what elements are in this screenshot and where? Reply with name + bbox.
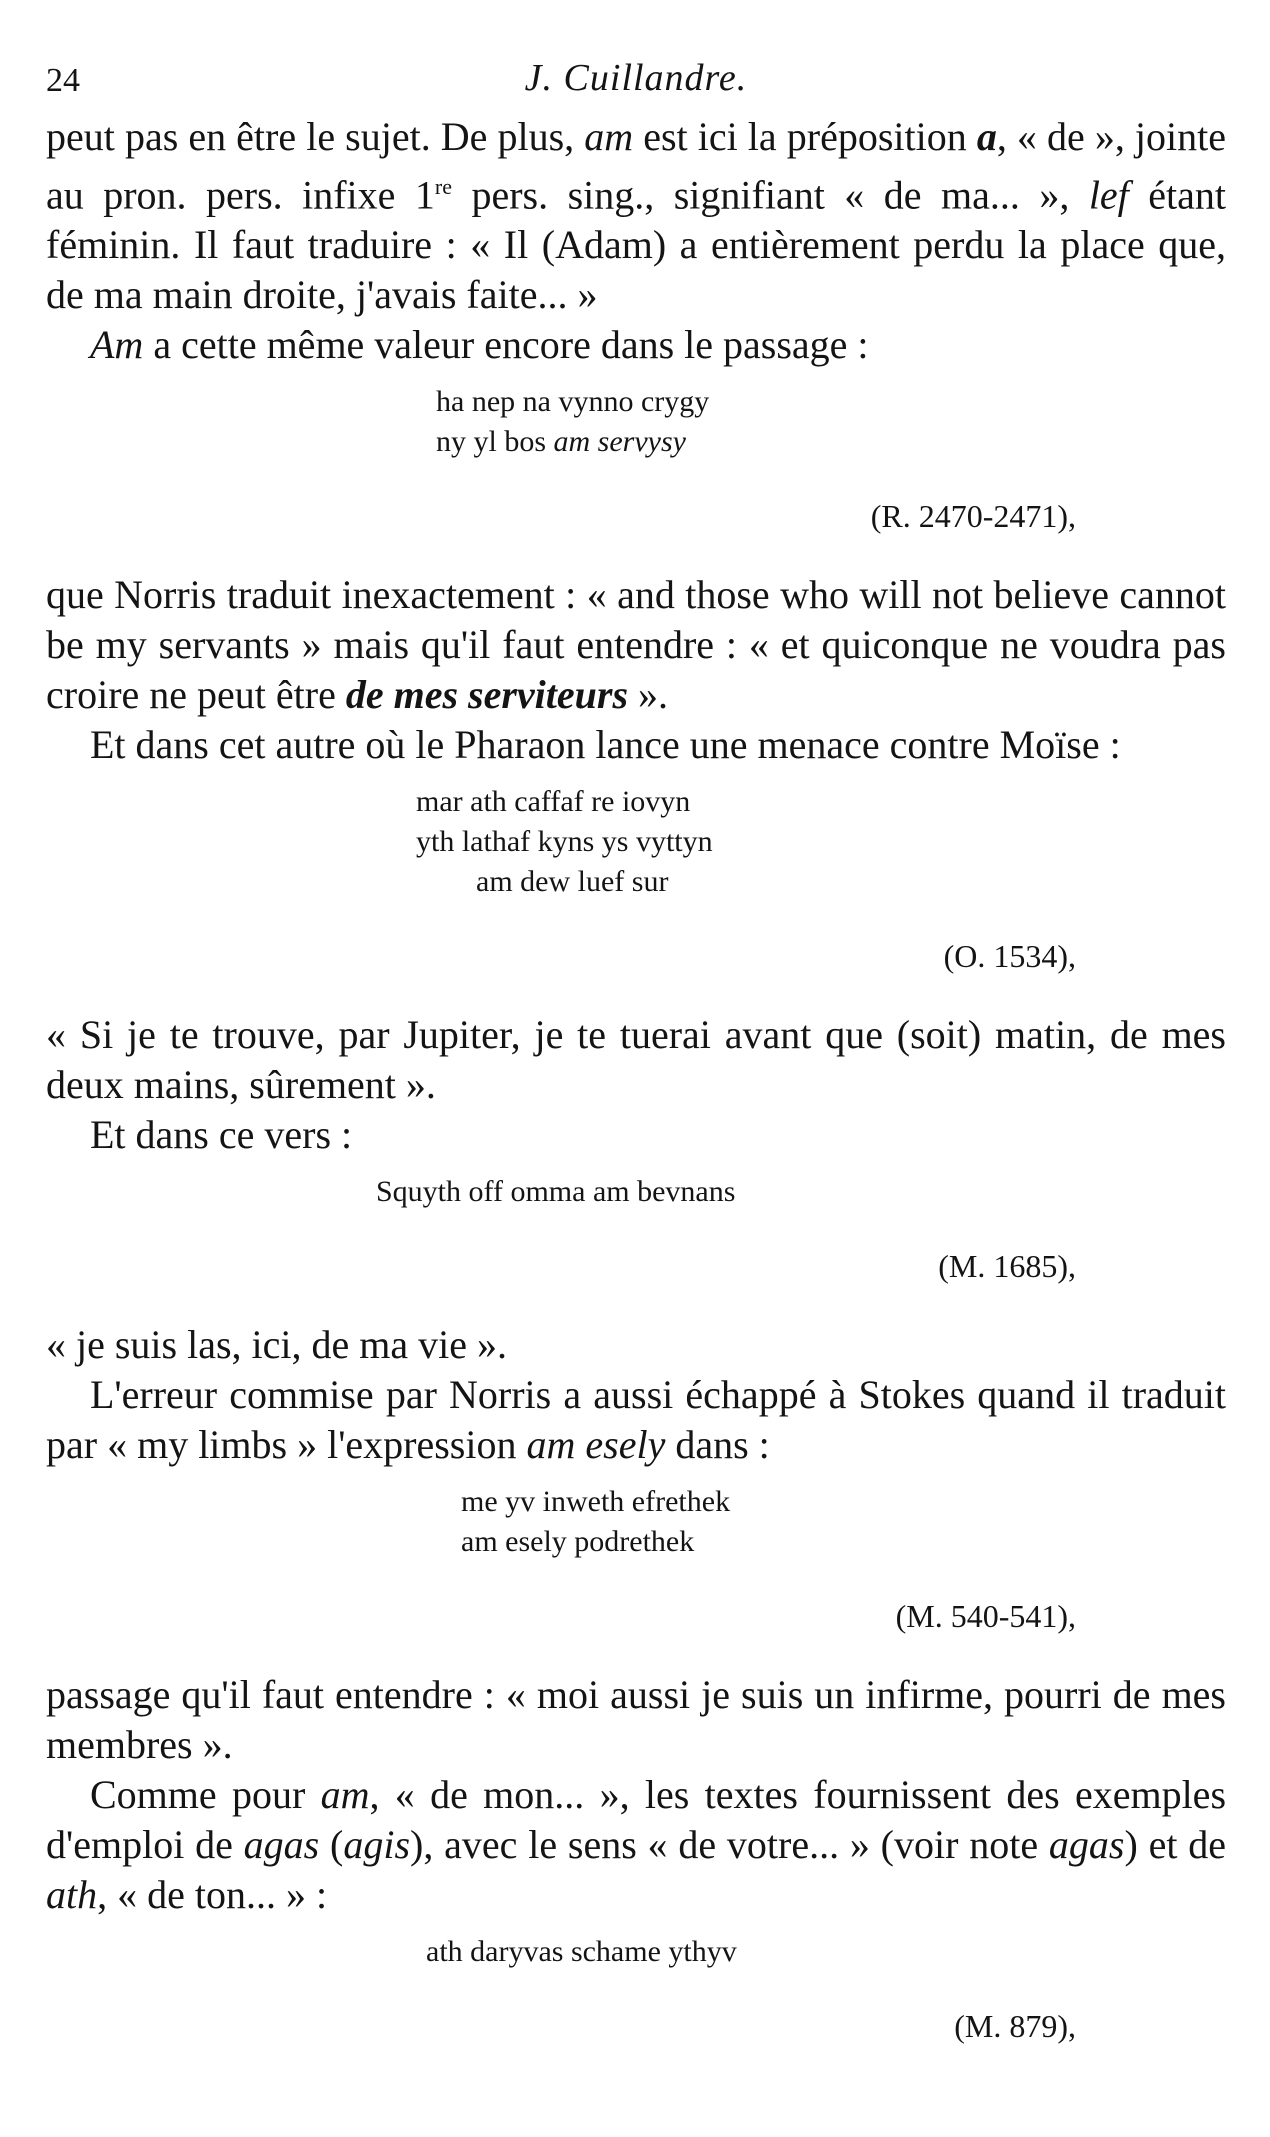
italic-term: am esely — [526, 1422, 666, 1468]
verse-line: am esely podrethek — [461, 1525, 695, 1559]
text-run: dans : — [665, 1422, 770, 1468]
verse-line — [46, 422, 1226, 462]
paragraph-1 — [46, 112, 1226, 320]
text-run: pers. sing., signifiant « de ma... », — [452, 172, 1089, 218]
text-run: ». — [628, 672, 669, 718]
verse-quote-5 — [46, 1932, 1226, 2048]
italic-term: Am — [90, 322, 144, 368]
text-run: que Norris traduit inexactement : « and those who will not believe cannot be my servants » mais qu'il faut entendre : « et quiconque ne voudra pas croire ne peut être — [46, 572, 1226, 718]
verse-reference: (M. 1685), — [938, 1248, 1076, 1285]
text-run: peut pas en être le sujet. De plus, — [46, 114, 585, 159]
verse-line: ha nep na vynno crygy — [436, 385, 710, 419]
paragraph-6: Et dans ce vers : — [90, 1112, 353, 1158]
italic-term: de mes serviteurs — [345, 672, 629, 718]
verse-line: am dew luef sur — [476, 865, 669, 899]
paragraph-10 — [46, 1770, 1226, 1920]
text-run: étant féminin. Il faut traduire : « Il (Adam) a entièrement perdu la place que, de ma main droite, j'avais faite... » — [46, 172, 1227, 318]
paragraph-2 — [46, 320, 1226, 370]
verse-reference: (O. 1534), — [943, 938, 1076, 975]
italic-term: am — [584, 114, 634, 159]
text-run: , « de mon... », les textes fournissent des exemples d'emploi de — [46, 1772, 1227, 1868]
page-number: 24 — [46, 62, 80, 99]
text-run: a cette même valeur encore dans le passage : — [143, 322, 869, 368]
italic-term: ath — [46, 1872, 98, 1918]
verse-line: ath daryvas schame ythyv — [426, 1935, 737, 1969]
italic-term: agas — [243, 1822, 320, 1868]
verse-line: mar ath caffaf re iovyn — [416, 785, 691, 819]
verse-quote-1 — [46, 382, 1226, 538]
text-run: ), avec le sens « de votre... » (voir note — [410, 1822, 1049, 1868]
text-run: Comme pour — [90, 1772, 321, 1818]
paragraph-3 — [46, 570, 1226, 720]
text-run: ( — [319, 1822, 344, 1868]
text-run: est ici la préposition — [633, 114, 977, 159]
text-run: ny yl bos — [436, 425, 554, 459]
verse-line: Squyth off omma am bevnans — [376, 1175, 736, 1209]
page-body — [46, 112, 1226, 2080]
text-run: L'erreur commise par Norris a aussi échappé à Stokes quand il traduit par « my limbs » l'expression — [46, 1372, 1226, 1468]
paragraph-4: Et dans cet autre où le Pharaon lance une menace contre Moïse : — [90, 722, 1121, 768]
verse-quote-3 — [46, 1172, 1226, 1288]
italic-term: a — [976, 114, 997, 159]
italic-term: agis — [343, 1822, 411, 1868]
text-run: , « de ton... » : — [97, 1872, 328, 1918]
italic-term: lef — [1088, 172, 1129, 218]
italic-term: am — [320, 1772, 370, 1818]
verse-quote-2 — [46, 782, 1226, 978]
verse-quote-4 — [46, 1482, 1226, 1638]
superscript: re — [434, 174, 452, 199]
text-run: ) et de — [1124, 1822, 1226, 1868]
verse-reference: (M. 540-541), — [895, 1598, 1076, 1635]
italic-term: am servysy — [553, 425, 686, 459]
text-run: , « de », jointe au pron. pers. infixe 1 — [46, 114, 1226, 218]
page-header — [46, 52, 1226, 112]
verse-line: me yv inweth efrethek — [461, 1485, 731, 1519]
running-title: J. Cuillandre. — [524, 57, 748, 99]
verse-reference: (M. 879), — [954, 2008, 1076, 2045]
verse-line: yth lathaf kyns ys vyttyn — [416, 825, 713, 859]
italic-term: agas — [1048, 1822, 1125, 1868]
paragraph-9: passage qu'il faut entendre : « moi aussi je suis un infirme, pourri de mes membres ». — [46, 1672, 1226, 1768]
verse-reference: (R. 2470-2471), — [870, 498, 1076, 535]
paragraph-7: « je suis las, ici, de ma vie ». — [46, 1322, 508, 1368]
paragraph-8 — [46, 1370, 1226, 1470]
paragraph-5: « Si je te trouve, par Jupiter, je te tuerai avant que (soit) matin, de mes deux mains, sûrement ». — [46, 1012, 1226, 1108]
